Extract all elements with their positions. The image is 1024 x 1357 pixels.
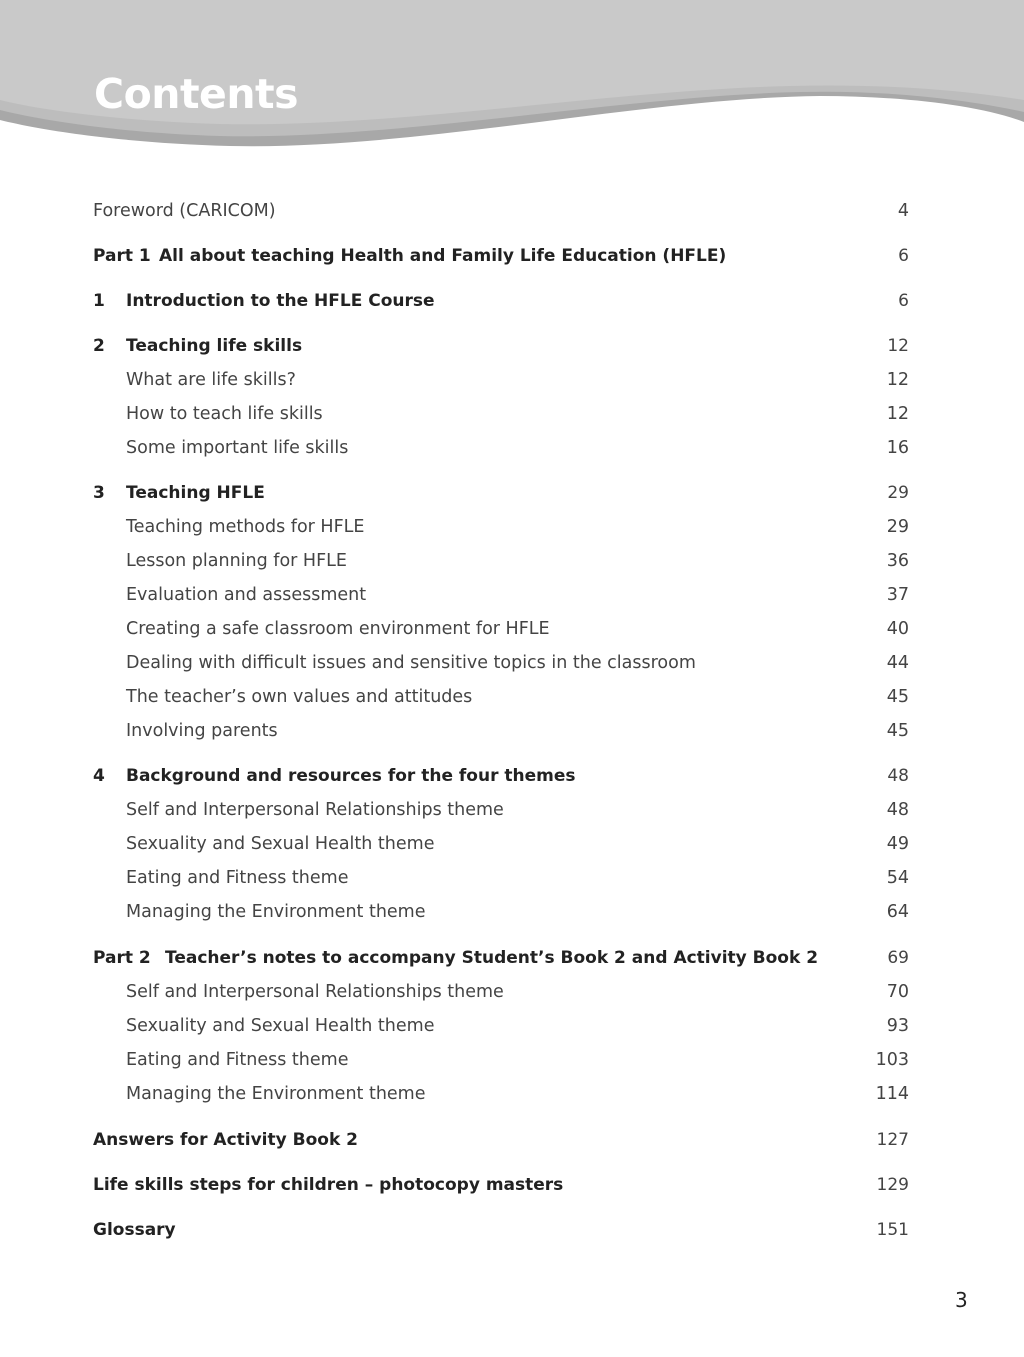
toc-entry-label: Glossary xyxy=(93,1220,176,1240)
toc-chapter-number: 1 xyxy=(93,291,105,311)
toc-page-number: 29 xyxy=(887,483,909,503)
toc-page-number: 6 xyxy=(898,246,909,266)
toc-entry-label: Sexuality and Sexual Health theme xyxy=(126,834,435,854)
toc-page-number: 69 xyxy=(887,948,909,968)
toc-entry-label: All about teaching Health and Family Life Education (HFLE) xyxy=(159,246,727,266)
toc-entry-label: Managing the Environment theme xyxy=(126,1084,426,1104)
toc-entry-label: Sexuality and Sexual Health theme xyxy=(126,1016,435,1036)
toc-entry-label: Eating and Fitness theme xyxy=(126,1050,349,1070)
toc-entry-label: Lesson planning for HFLE xyxy=(126,551,347,571)
toc-entry-label: Life skills steps for children – photocopy masters xyxy=(93,1175,564,1195)
toc-page-number: 4 xyxy=(897,201,909,221)
toc-entry-part2[interactable] xyxy=(93,944,909,972)
toc-entry-label: Managing the Environment theme xyxy=(126,902,426,922)
toc-subentry[interactable] xyxy=(93,400,909,428)
toc-subentry[interactable] xyxy=(93,796,909,824)
toc-subentry[interactable] xyxy=(93,683,909,711)
toc-subentry[interactable] xyxy=(93,366,909,394)
toc-page-number: 12 xyxy=(886,370,909,390)
toc-entry-chapter-2[interactable] xyxy=(93,332,909,360)
toc-part-prefix: Part 2 xyxy=(93,948,151,968)
toc-entry-life-skills[interactable] xyxy=(93,1171,909,1199)
toc-chapter-number: 4 xyxy=(93,766,105,786)
toc-page-number: 45 xyxy=(886,721,909,741)
toc-subentry[interactable] xyxy=(93,978,909,1006)
toc-entry-answers[interactable] xyxy=(93,1126,909,1154)
toc-entry-label: Self and Interpersonal Relationships theme xyxy=(126,982,504,1002)
toc-entry-label: Eating and Fitness theme xyxy=(126,868,349,888)
toc-chapter-number: 2 xyxy=(93,336,105,356)
toc-subentry[interactable] xyxy=(93,513,909,541)
toc-page-number: 49 xyxy=(886,834,909,854)
toc-chapter-number: 3 xyxy=(93,483,105,503)
toc-page-number: 44 xyxy=(886,653,909,673)
toc-subentry[interactable] xyxy=(93,547,909,575)
toc-entry-glossary[interactable] xyxy=(93,1216,909,1244)
toc-entry-label: Creating a safe classroom environment for HFLE xyxy=(126,619,550,639)
toc-entry-label: Self and Interpersonal Relationships theme xyxy=(126,800,504,820)
toc-subentry[interactable] xyxy=(93,830,909,858)
toc-entry-label: Introduction to the HFLE Course xyxy=(126,291,435,311)
toc-page-number: 36 xyxy=(886,551,909,571)
toc-page-number: 54 xyxy=(886,868,909,888)
toc-entry-chapter-3[interactable] xyxy=(93,479,909,507)
toc-page-number: 127 xyxy=(876,1130,909,1150)
toc-entry-label: Teaching HFLE xyxy=(126,483,265,503)
toc-page-number: 70 xyxy=(886,982,909,1002)
toc-page-number: 12 xyxy=(886,404,909,424)
toc-entry-chapter-1[interactable] xyxy=(93,287,909,315)
toc-page-number: 40 xyxy=(886,619,909,639)
toc-subentry[interactable] xyxy=(93,581,909,609)
toc-subentry[interactable] xyxy=(93,1046,909,1074)
toc-subentry[interactable] xyxy=(93,615,909,643)
toc-subentry[interactable] xyxy=(93,1080,909,1108)
toc-entry-part1[interactable] xyxy=(93,242,909,270)
toc-page-number: 45 xyxy=(886,687,909,707)
toc-entry-label: Answers for Activity Book 2 xyxy=(93,1130,359,1150)
toc-entry-label: Some important life skills xyxy=(126,438,349,458)
toc-entry-label: Teacher’s notes to accompany Student’s Book 2 and Activity Book 2 xyxy=(165,948,819,968)
toc-page-number: 103 xyxy=(875,1050,909,1070)
toc-page-number: 93 xyxy=(886,1016,909,1036)
toc-subentry[interactable] xyxy=(93,898,909,926)
toc-page-number: 129 xyxy=(876,1175,909,1195)
toc-entry-chapter-4[interactable] xyxy=(93,762,909,790)
toc-entry-label: Dealing with difficult issues and sensitive topics in the classroom xyxy=(126,653,696,673)
toc-subentry[interactable] xyxy=(93,434,909,462)
toc-entry-label: Foreword (CARICOM) xyxy=(93,201,276,221)
toc-subentry[interactable] xyxy=(93,717,909,745)
page-title: Contents xyxy=(94,70,299,118)
page-number: 3 xyxy=(955,1288,968,1312)
toc-page-number: 114 xyxy=(875,1084,909,1104)
toc-page-number: 37 xyxy=(886,585,909,605)
toc-part-prefix: Part 1 xyxy=(93,246,151,266)
toc-subentry[interactable] xyxy=(93,1012,909,1040)
toc-page-number: 29 xyxy=(886,517,909,537)
toc-page-number: 64 xyxy=(886,902,909,922)
toc-entry-label: Background and resources for the four themes xyxy=(126,766,576,786)
toc-entry-label: What are life skills? xyxy=(126,370,296,390)
toc-entry-label: Teaching life skills xyxy=(126,336,303,356)
toc-page-number: 16 xyxy=(886,438,909,458)
toc-entry-label: The teacher’s own values and attitudes xyxy=(126,687,473,707)
toc-page-number: 6 xyxy=(898,291,909,311)
toc-page-number: 48 xyxy=(886,800,909,820)
toc-page-number: 48 xyxy=(887,766,909,786)
toc-page-number: 12 xyxy=(887,336,909,356)
toc-entry-label: How to teach life skills xyxy=(126,404,323,424)
toc-entry-foreword[interactable] xyxy=(93,197,909,225)
toc-entry-label: Evaluation and assessment xyxy=(126,585,367,605)
toc-subentry[interactable] xyxy=(93,864,909,892)
toc-subentry[interactable] xyxy=(93,649,909,677)
toc-page-number: 151 xyxy=(876,1220,909,1240)
toc-entry-label: Teaching methods for HFLE xyxy=(126,517,365,537)
toc-entry-label: Involving parents xyxy=(126,721,278,741)
